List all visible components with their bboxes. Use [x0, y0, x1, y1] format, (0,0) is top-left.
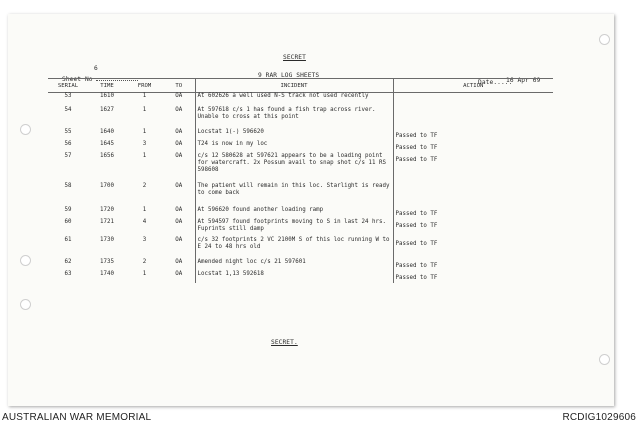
date-label: Date: [478, 79, 494, 86]
log-table: [48, 78, 553, 283]
cell-incident: c/s 32 footprints 2 VC 2100M S of this loc running W to E 24 to 48 hrs old: [195, 237, 393, 259]
cell-serial: 57: [64, 152, 72, 159]
date-dots: .....: [493, 79, 513, 86]
cell-serial: 58: [64, 182, 72, 189]
cell-from: 3: [142, 140, 147, 147]
table-row: [48, 207, 553, 219]
cell-serial: 54: [64, 106, 72, 113]
table-row: [48, 259, 553, 271]
cell-action: Passed to TF: [393, 237, 553, 259]
cell-from: 1: [142, 152, 147, 159]
cell-from: 1: [142, 93, 147, 99]
cell-action: Passed to TF: [393, 141, 553, 153]
cell-action: Passed to TF: [393, 271, 553, 283]
cell-to: OA: [175, 140, 183, 147]
cell-from: 2: [142, 258, 147, 265]
cell-serial: 55: [64, 128, 72, 135]
cell-from: 1: [142, 206, 147, 213]
cell-time: 1700: [100, 182, 114, 189]
cell-to: OA: [175, 106, 183, 113]
cell-time: 1735: [100, 258, 114, 265]
cell-action: [393, 183, 553, 207]
cell-to: OA: [175, 270, 183, 277]
cell-time: 1610: [100, 93, 114, 99]
cell-serial: 53: [64, 93, 72, 99]
footer-left: AUSTRALIAN WAR MEMORIAL: [2, 412, 152, 423]
log-title: 9 RAR LOG SHEETS: [258, 72, 320, 79]
table-row: [48, 271, 553, 283]
table-header-row: [48, 79, 553, 93]
cell-incident: Locstat 1(-) 596620: [195, 129, 393, 141]
cell-serial: 60: [64, 218, 72, 225]
date-value: 16 Apr 69: [506, 77, 541, 84]
classification-top: SECRET: [283, 54, 306, 61]
cell-from: 2: [142, 182, 147, 189]
cell-action: [393, 107, 553, 129]
cell-to: OA: [175, 93, 183, 99]
cell-from: 3: [142, 236, 147, 243]
cell-time: 1721: [100, 218, 114, 225]
cell-to: OA: [175, 218, 183, 225]
punch-hole-left-1: [20, 124, 31, 135]
table-row: [48, 183, 553, 207]
cell-action: Passed to TF: [393, 129, 553, 141]
cell-incident: At 602626 a well used N-S track not used recently: [195, 93, 393, 107]
cell-incident: Amended night loc c/s 21 597601: [195, 259, 393, 271]
cell-to: OA: [175, 258, 183, 265]
footer-right: RCDIG1029606: [562, 412, 636, 423]
cell-incident: Locstat 1,13 592618: [195, 271, 393, 283]
cell-incident: At 597618 c/s 1 has found a fish trap across river. Unable to cross at this point: [195, 107, 393, 129]
cell-action: Passed to TF: [393, 153, 553, 183]
header-time: TIME: [88, 79, 126, 93]
header-from: FROM: [126, 79, 163, 93]
cell-time: 1656: [100, 152, 114, 159]
header-action: ACTION: [393, 79, 553, 93]
table-row: [48, 107, 553, 129]
cell-time: 1740: [100, 270, 114, 277]
cell-action: Passed to TF: [393, 219, 553, 237]
header-serial: SERIAL: [48, 79, 88, 93]
cell-time: 1730: [100, 236, 114, 243]
cell-time: 1627: [100, 106, 114, 113]
cell-from: 1: [142, 270, 147, 277]
table-row: [48, 93, 553, 107]
table-row: [48, 129, 553, 141]
cell-serial: 59: [64, 206, 72, 213]
cell-incident: c/s 12 580628 at 597621 appears to be a loading point for watercraft. 2x Possum avail to snap shot c/s 11 RS 598608: [195, 153, 393, 183]
cell-serial: 56: [64, 140, 72, 147]
header-incident: INCIDENT: [195, 79, 393, 93]
cell-time: 1645: [100, 140, 114, 147]
header-to: TO: [163, 79, 195, 93]
punch-hole-left-3: [20, 299, 31, 310]
cell-from: 4: [142, 218, 147, 225]
cell-time: 1720: [100, 206, 114, 213]
table-row: [48, 237, 553, 259]
cell-incident: T24 is now in my loc: [195, 141, 393, 153]
cell-serial: 63: [64, 270, 72, 277]
cell-to: OA: [175, 182, 183, 189]
cell-incident: At 596620 found another loading ramp: [195, 207, 393, 219]
table-body: [48, 93, 553, 283]
cell-from: 1: [142, 106, 147, 113]
punch-hole-top: [599, 34, 610, 45]
cell-action: Passed to TF: [393, 207, 553, 219]
cell-incident: The patient will remain in this loc. Starlight is ready to come back: [195, 183, 393, 207]
punch-hole-bottom: [599, 354, 610, 365]
cell-from: 1: [142, 128, 147, 135]
cell-to: OA: [175, 152, 183, 159]
sheet-number-label: Sheet No: [62, 76, 93, 83]
cell-serial: 62: [64, 258, 72, 265]
cell-to: OA: [175, 206, 183, 213]
table-row: [48, 153, 553, 183]
cell-action: Passed to TF: [393, 259, 553, 271]
classification-bottom: SECRET.: [271, 339, 298, 346]
table-row: [48, 219, 553, 237]
cell-time: 1640: [100, 128, 114, 135]
cell-action: [393, 93, 553, 107]
cell-serial: 61: [64, 236, 72, 243]
cell-incident: At 594597 found footprints moving to S in last 24 hrs. Fuprints still damp: [195, 219, 393, 237]
cell-to: OA: [175, 236, 183, 243]
sheet-number-value: 6: [94, 65, 98, 72]
punch-hole-left-2: [20, 255, 31, 266]
table-row: [48, 141, 553, 153]
cell-to: OA: [175, 128, 183, 135]
